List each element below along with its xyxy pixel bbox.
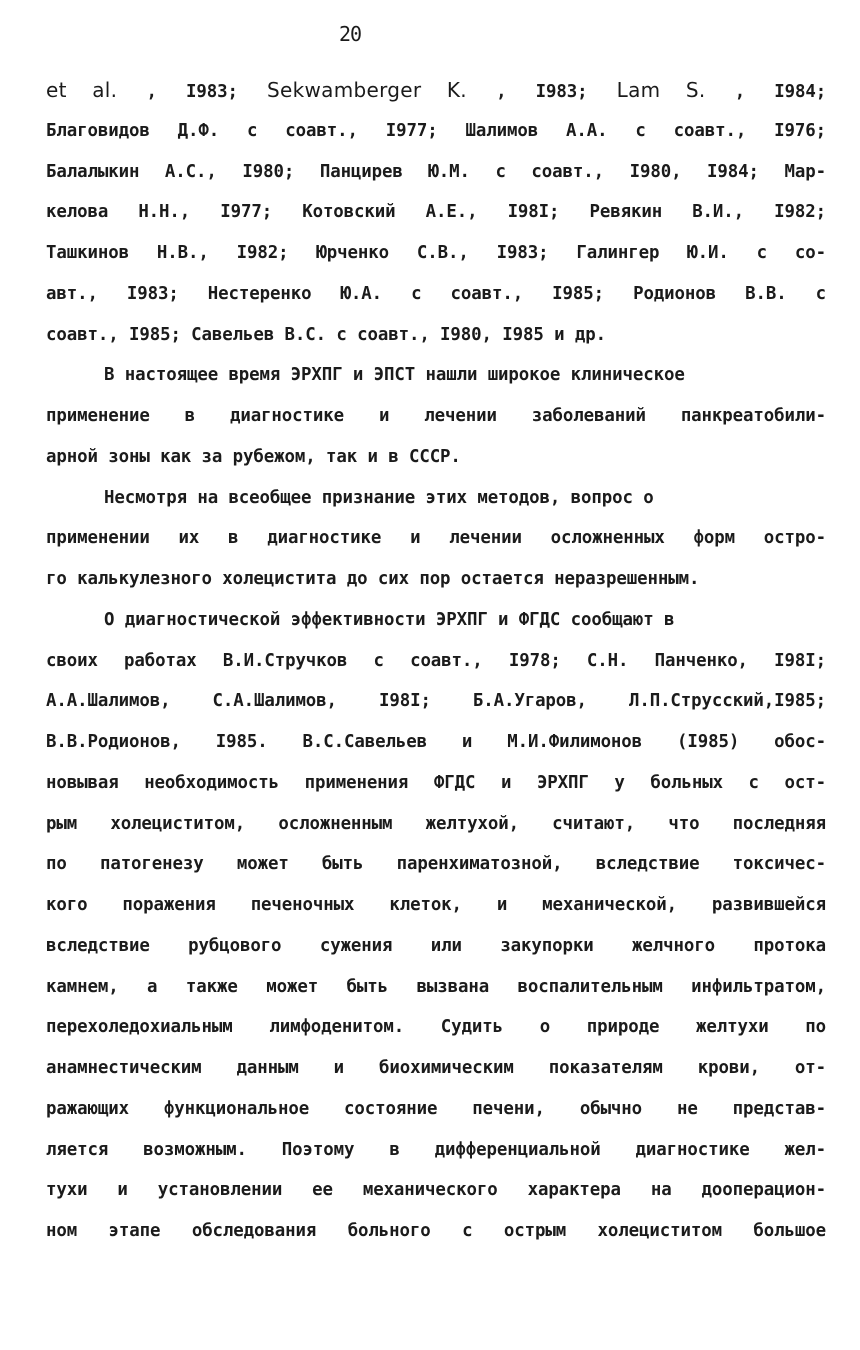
text-line: кого поражения печеночных клеток, и механической, развившейся <box>46 895 826 915</box>
reference-line <box>46 70 826 111</box>
text-line: перехоледохиальным лимфоденитом. Судить о природе желтухи по <box>46 1017 826 1038</box>
text-line: вследствие рубцового сужения или закупорки желчного протока <box>46 935 826 956</box>
text-line: ражающих функциональное состояние печени, обычно не представ- <box>46 1098 826 1119</box>
handwritten-author: et al. <box>46 78 118 102</box>
reference-year: , I984; <box>734 82 826 102</box>
text-line: го калькулезного холецистита до сих пор остается неразрешенным. <box>46 569 700 589</box>
paragraph-start-line: Несмотря на всеобщее признание этих методов, вопрос о <box>104 487 654 508</box>
text-line: келова Н.Н., I977; Котовский А.Е., I98I; Ревякин В.И., I982; <box>46 202 826 223</box>
text-line: применении их в диагностике и лечении осложненных форм остро- <box>46 528 826 549</box>
text-line: Балалыкин А.С., I980; Панцирев Ю.М. с соавт., I980, I984; Мар- <box>46 161 826 182</box>
text-line: авт., I983; Нестеренко Ю.А. с соавт., I985; Родионов В.В. с <box>46 283 826 304</box>
text-line: новывая необходимость применения ФГДС и ЭРХПГ у больных с ост- <box>46 772 826 793</box>
text-line: тухи и установлении ее механического характера на дооперацион- <box>46 1180 826 1201</box>
reference-year: , I983; <box>146 82 238 102</box>
text-line: А.А.Шалимов, С.А.Шалимов, I98I; Б.А.Угаров, Л.П.Струсский,I985; <box>46 691 826 712</box>
text-line: ном этапе обследования больного с острым холециститом большое <box>46 1221 826 1241</box>
text-line: рым холециститом, осложненным желтухой, считают, что последняя <box>46 813 826 834</box>
text-line: В.В.Родионов, I985. В.С.Савельев и М.И.Филимонов (I985) обос- <box>46 732 826 752</box>
text-line: Благовидов Д.Ф. с соавт., I977; Шалимов А.А. с соавт., I976; <box>46 120 826 141</box>
text-line: камнем, а также может быть вызвана воспалительным инфильтратом, <box>46 976 826 997</box>
text-line: арной зоны как за рубежом, так и в СССР. <box>46 446 461 467</box>
page-number: 20 <box>338 22 362 46</box>
text-line: по патогенезу может быть паренхиматозной, вследствие токсичес- <box>46 854 826 875</box>
handwritten-author: Sekwamberger K. <box>267 78 467 102</box>
text-line: ляется возможным. Поэтому в дифференциальной диагностике жел- <box>46 1139 826 1160</box>
text-line: своих работах В.И.Стручков с соавт., I978; С.Н. Панченко, I98I; <box>46 650 826 671</box>
text-line: анамнестическим данным и биохимическим показателям крови, от- <box>46 1058 826 1078</box>
body-text <box>46 70 826 1252</box>
paragraph-start-line: В настоящее время ЭРХПГ и ЭПСТ нашли широкое клиническое <box>104 365 685 386</box>
text-line: соавт., I985; Савельев В.С. с соавт., I980, I985 и др. <box>46 324 606 345</box>
text-line: применение в диагностике и лечении заболеваний панкреатобили- <box>46 406 826 426</box>
text-line: Ташкинов Н.В., I982; Юрченко С.В., I983; Галингер Ю.И. с со- <box>46 243 826 263</box>
reference-year: , I983; <box>496 82 588 102</box>
handwritten-author: Lam S. <box>616 78 706 102</box>
paragraph-start-line: О диагностической эффективности ЭРХПГ и ФГДС сообщают в <box>104 609 675 630</box>
